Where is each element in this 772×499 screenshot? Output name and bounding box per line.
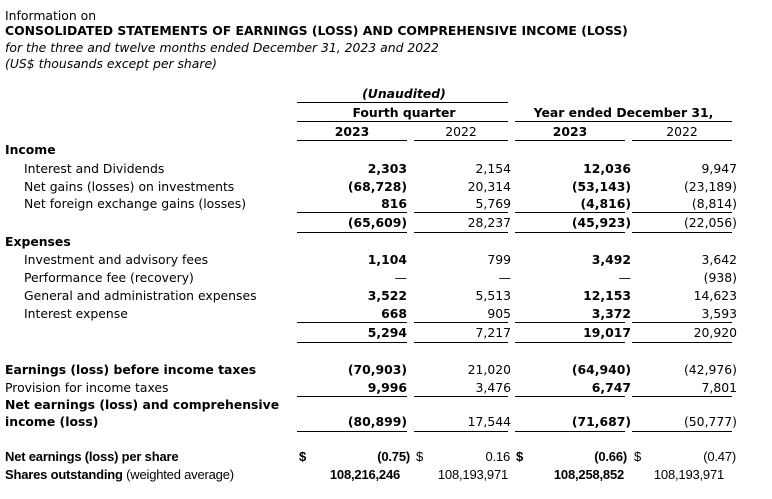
value-q4-2023: 1,104 [367,252,407,267]
row-label-line1: Net earnings (loss) and comprehensive [5,397,280,412]
divider [632,342,732,343]
divider [632,322,732,323]
value-fy-2022: (938) [703,270,737,285]
unaudited-label: (Unaudited) [362,86,446,101]
expenses-heading: Expenses [5,234,71,249]
value-fy-2022: (0.47) [703,449,736,464]
divider [297,232,407,233]
value-fy-2023: (0.66) [594,449,627,464]
statement-period: for the three and twelve months ended December 31, 2023 and 2022 [5,40,439,55]
value-fy-2022: (42,976) [683,362,737,377]
value-q4-2023: 3,522 [367,288,407,303]
row-label-line2: income (loss) [5,414,99,429]
row-label: Provision for income taxes [5,380,169,395]
value-fy-2022: 108,193,971 [653,467,724,482]
value-q4-2022: — [498,270,511,285]
value-q4-2023: 108,216,246 [329,467,400,482]
row-label: Performance fee (recovery) [24,270,194,285]
currency-symbol: $ [299,449,307,464]
divider [632,431,732,432]
divider [515,396,625,397]
value-fy-2022: 3,642 [701,252,737,267]
value-fy-2022: 14,623 [693,288,737,303]
row-label: Net gains (losses) on investments [24,179,235,194]
divider [297,431,407,432]
value-q4-2022: 21,020 [467,362,511,377]
divider [515,342,625,343]
divider [515,232,625,233]
value-fy-2023: 12,153 [583,288,631,303]
divider [414,342,508,343]
divider [297,396,407,397]
value-fy-2023: 3,492 [591,252,631,267]
value-fy-2023: — [618,270,631,285]
total-q4-2022: 7,217 [475,325,511,340]
value-q4-2023: (80,899) [347,414,407,429]
value-fy-2022: 7,801 [701,380,737,395]
row-label-note: (weighted average) [126,467,234,482]
total-q4-2023: 5,294 [367,325,407,340]
value-fy-2023: 12,036 [583,161,631,176]
divider [515,212,625,213]
row-label: Interest expense [24,306,128,321]
value-q4-2023: 816 [381,196,407,211]
row-label: Net foreign exchange gains (losses) [24,196,247,211]
row-label: Earnings (loss) before income taxes [5,362,257,377]
col-year-q4-2023: 2023 [334,124,370,139]
currency-symbol: $ [416,449,424,464]
row-label-main: Shares outstanding [5,467,123,482]
value-q4-2023: 9,996 [367,380,407,395]
value-q4-2023: 2,303 [367,161,407,176]
income-heading: Income [5,142,56,157]
value-fy-2022: (50,777) [683,414,737,429]
value-q4-2022: 5,769 [475,196,511,211]
divider [515,140,625,141]
value-q4-2022: 2,154 [475,161,511,176]
currency-symbol: $ [634,449,642,464]
divider [414,232,508,233]
value-fy-2022: 3,593 [701,306,737,321]
value-q4-2023: 668 [381,306,407,321]
divider [515,431,625,432]
value-q4-2023: (68,728) [347,179,407,194]
value-q4-2022: 108,193,971 [437,467,508,482]
header-info: Information on [5,8,97,23]
col-year-q4-2022: 2022 [445,124,477,139]
value-q4-2022: 0.16 [485,449,510,464]
total-q4-2023: (65,609) [347,215,407,230]
currency-symbol: $ [516,449,524,464]
divider [414,322,508,323]
value-q4-2022: 905 [487,306,511,321]
divider [297,102,508,103]
row-label: Interest and Dividends [24,161,165,176]
total-fy-2023: (45,923) [571,215,631,230]
divider [414,140,508,141]
divider [632,212,732,213]
value-q4-2022: 3,476 [475,380,511,395]
value-q4-2022: 17,544 [467,414,511,429]
value-fy-2022: (8,814) [691,196,737,211]
divider [297,212,407,213]
col-year-fy-2023: 2023 [552,124,588,139]
value-q4-2023: — [394,270,407,285]
col-year-fy-2022: 2022 [666,124,698,139]
value-fy-2023: 3,372 [591,306,631,321]
statement-units: (US$ thousands except per share) [5,56,217,71]
value-q4-2023: (0.75) [377,449,410,464]
row-label: General and administration expenses [24,288,257,303]
total-fy-2022: (22,056) [683,215,737,230]
year-ended-header: Year ended December 31, [533,105,714,120]
row-label [5,467,234,482]
divider [515,322,625,323]
divider [414,431,508,432]
value-fy-2023: (64,940) [571,362,631,377]
divider [632,140,732,141]
value-fy-2023: (53,143) [571,179,631,194]
divider [297,342,407,343]
total-fy-2023: 19,017 [583,325,631,340]
value-fy-2023: 108,258,852 [553,467,624,482]
row-label: Net earnings (loss) per share [5,449,179,464]
value-fy-2022: 9,947 [701,161,737,176]
divider [297,140,407,141]
value-q4-2022: 799 [487,252,511,267]
value-fy-2023: (71,687) [571,414,631,429]
total-q4-2022: 28,237 [467,215,511,230]
statement-title: CONSOLIDATED STATEMENTS OF EARNINGS (LOSS) AND COMPREHENSIVE INCOME (LOSS) [5,23,628,38]
divider [297,322,407,323]
divider [297,121,508,122]
total-fy-2022: 20,920 [693,325,737,340]
divider [414,396,508,397]
divider [414,212,508,213]
value-q4-2022: 5,513 [475,288,511,303]
row-label: Investment and advisory fees [24,252,209,267]
value-fy-2023: (4,816) [580,196,631,211]
divider [515,121,732,122]
value-fy-2022: (23,189) [683,179,737,194]
divider [632,232,732,233]
fourth-quarter-header: Fourth quarter [352,105,456,120]
value-q4-2022: 20,314 [467,179,511,194]
value-q4-2023: (70,903) [347,362,407,377]
value-fy-2023: 6,747 [591,380,631,395]
divider [632,396,732,397]
